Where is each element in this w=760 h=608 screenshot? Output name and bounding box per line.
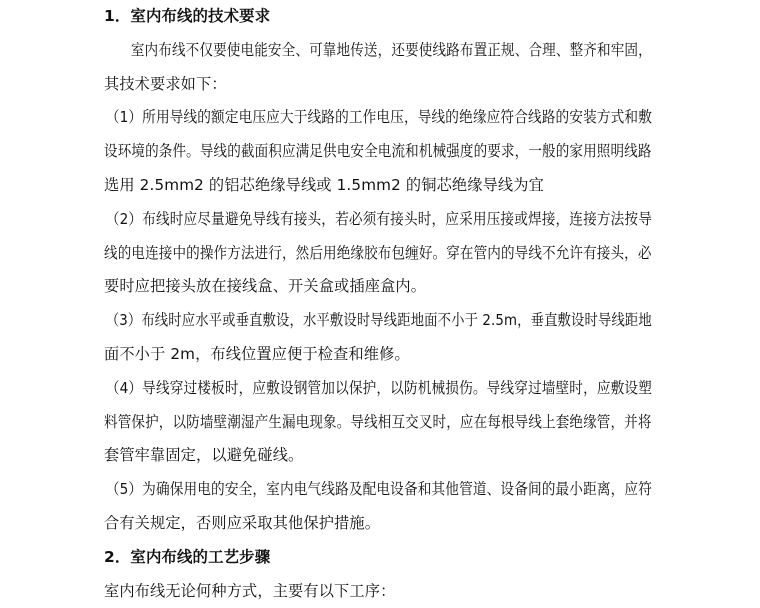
- list-item-2-line-3: 要时应把接头放在接线盒、开关盒或插座盒内。: [104, 277, 427, 296]
- list-item-2-line-2: 线的电连接中的操作方法进行，然后用绝缘胶布包缠好。穿在管内的导线不允许有接头，必: [104, 243, 652, 262]
- paragraph-outro-line-1: 室内布线无论何种方式，主要有以下工序：: [104, 581, 396, 600]
- list-item-1-line-1: （1）所用导线的额定电压应大于线路的工作电压，导线的绝缘应符合线路的安装方式和敷: [105, 108, 652, 127]
- section-heading-2: 2．室内布线的工艺步骤: [104, 547, 271, 566]
- section-heading-1: 1．室内布线的技术要求: [104, 7, 271, 25]
- list-item-2-line-1: （2）布线时应尽量避免导线有接头，若必须有接头时，应采用压接或焊接，连接方法按导: [105, 209, 652, 228]
- paragraph-intro-line-1: 室内布线不仅要使电能安全、可靠地传送，还要使线路布置正规、合理、整齐和牢固，: [130, 40, 652, 59]
- list-item-1-line-2: 设环境的条件。导线的截面积应满足供电安全电流和机械强度的要求，一般的家用照明线路: [104, 142, 652, 161]
- list-item-4-line-1: （4）导线穿过楼板时，应敷设钢管加以保护，以防机械损伤。导线穿过墙壁时，应敷设塑: [105, 378, 652, 397]
- list-item-4-line-3: 套管牢靠固定，以避免碰线。: [104, 446, 304, 465]
- list-item-1-line-3: 选用 2.5mm2 的铝芯绝缘导线或 1.5mm2 的铜芯绝缘导线为宜: [104, 175, 544, 194]
- document-text-body: [104, 0, 652, 608]
- list-item-5-line-1: （5）为确保用电的安全，室内电气线路及配电设备和其他管道、设备间的最小距离，应符: [105, 480, 652, 499]
- paragraph-intro-line-2: 其技术要求如下：: [104, 74, 227, 93]
- list-item-3-line-1: （3）布线时应水平或垂直敷设，水平敷设时导线距地面不小于 2.5m，垂直敷设时导线距地: [105, 311, 652, 330]
- list-item-4-line-2: 料管保护，以防墙壁潮湿产生漏电现象。导线相互交叉时，应在每根导线上套绝缘管，并将: [104, 412, 652, 431]
- list-item-5-line-2: 合有关规定，否则应采取其他保护措施。: [104, 513, 381, 532]
- list-item-3-line-2: 面不小于 2m，布线位置应便于检查和维修。: [104, 344, 410, 363]
